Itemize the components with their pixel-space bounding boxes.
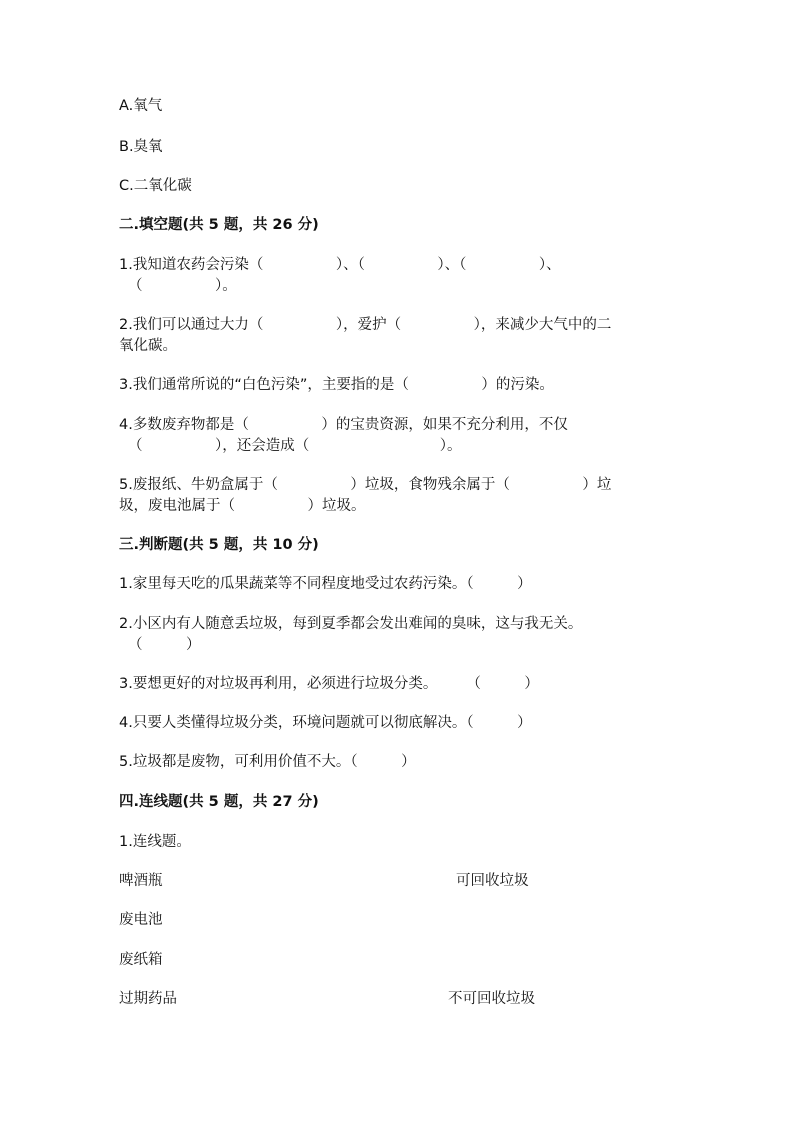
judge-q2-line1: 2.小区内有人随意丢垃圾，每到夏季都会发出难闻的臭味，这与我无关。 <box>119 616 583 632</box>
match-right-item: 不可回收垃圾 <box>448 991 535 1007</box>
fill-q1-line2: （ ）。 <box>128 278 237 294</box>
option-a: A.氧气 <box>119 98 163 114</box>
judge-q5: 5.垃圾都是废物，可利用价值不大。（ ） <box>119 754 416 770</box>
judge-q1: 1.家里每天吃的瓜果蔬菜等不同程度地受过农药污染。（ ） <box>119 576 532 592</box>
section-4-title: 四.连线题(共 5 题，共 27 分) <box>119 794 319 810</box>
judge-q4: 4.只要人类懂得垃圾分类，环境问题就可以彻底解决。（ ） <box>119 715 532 731</box>
fill-q4-line2: （ ），还会造成（ ）。 <box>128 438 462 454</box>
option-c: C.二氧化碳 <box>119 178 192 194</box>
section-2-title: 二.填空题(共 5 题，共 26 分) <box>119 217 319 233</box>
fill-q5-line1: 5.废报纸、牛奶盒属于（ ）垃圾，食物残余属于（ ）垃 <box>119 477 612 493</box>
judge-q2-line2: （ ） <box>128 637 201 653</box>
match-left-item: 废电池 <box>119 912 163 928</box>
match-left-item: 废纸箱 <box>119 952 163 968</box>
fill-q5-line2: 圾，废电池属于（ ）垃圾。 <box>119 498 366 514</box>
match-left-item: 啤酒瓶 <box>119 873 163 889</box>
fill-q4-line1: 4.多数废弃物都是（ ）的宝贵资源，如果不充分利用，不仅 <box>119 417 568 433</box>
fill-q3: 3.我们通常所说的“白色污染”，主要指的是（ ）的污染。 <box>119 377 554 393</box>
fill-q1-line1: 1.我知道农药会污染（ ）、（ ）、（ ）、 <box>119 257 561 273</box>
fill-q2-line1: 2.我们可以通过大力（ ），爱护（ ），来减少大气中的二 <box>119 317 612 333</box>
fill-q2-line2: 氧化碳。 <box>119 338 177 354</box>
match-q1: 1.连线题。 <box>119 834 191 850</box>
judge-q3: 3.要想更好的对垃圾再利用，必须进行垃圾分类。 （ ） <box>119 676 539 692</box>
section-3-title: 三.判断题(共 5 题，共 10 分) <box>119 537 319 553</box>
match-left-item: 过期药品 <box>119 991 177 1007</box>
option-b: B.臭氧 <box>119 139 163 155</box>
match-right-item: 可回收垃圾 <box>456 873 529 889</box>
